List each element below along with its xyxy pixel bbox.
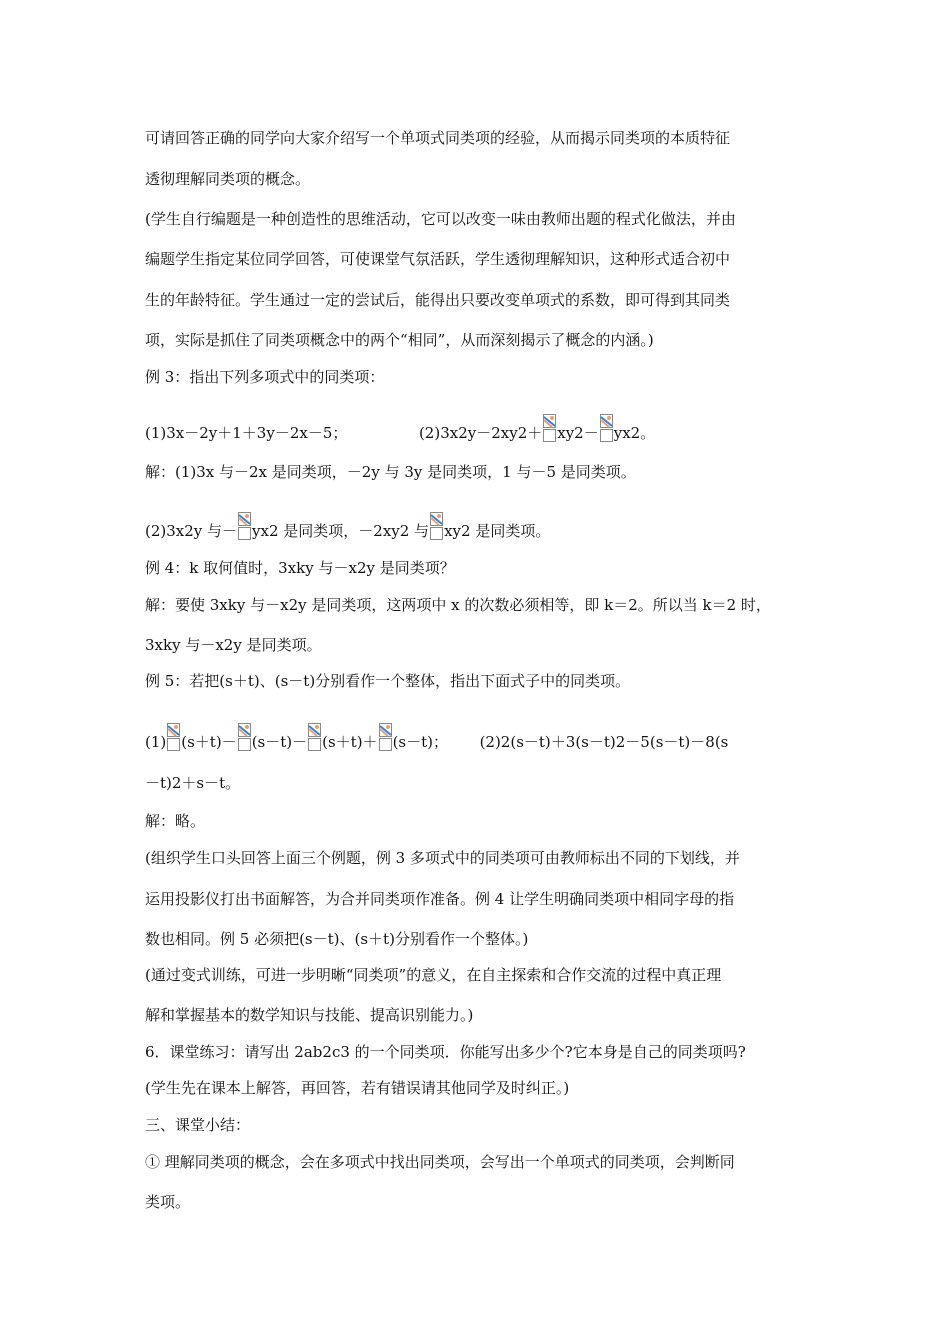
formula-part: (s＋t)－ [181, 733, 237, 751]
formula-part: (s＋t)＋ [322, 733, 378, 751]
example-heading: 例 3：指出下列多项式中的同类项： [145, 368, 385, 386]
paragraph-line: (学生自行编题是一种创造性的思维活动，它可以改变一味由教师出题的程式化做法，并由 [145, 210, 736, 228]
formula-part: yx2 是同类项，－2xy2 与 [252, 522, 430, 540]
fraction-image-icon [379, 723, 392, 751]
formula-part: (2)2(s－t)＋3(s－t)2－5(s－t)－8(s [479, 733, 729, 751]
paragraph-line: 数也相同。例 5 必须把(s－t)、(s＋t)分别看作一个整体。) [145, 930, 529, 948]
fraction-image-icon [600, 414, 613, 442]
paragraph-line: (学生先在课本上解答，再回答，若有错误请其他同学及时纠正。) [145, 1079, 570, 1097]
example-5-formulas [145, 723, 728, 752]
formula-part: yx2。 [613, 424, 656, 442]
paragraph-line: (通过变式训练，可进一步明晰“同类项”的意义，在自主探索和合作交流的过程中真正理 [145, 966, 722, 984]
formula-continuation: －t)2＋s－t。 [145, 774, 241, 792]
example-3-formulas [145, 414, 655, 443]
paragraph-line: 编题学生指定某位同学回答，可使课堂气氛活跃，学生透彻理解知识，这种形式适合初中 [145, 250, 731, 268]
fraction-image-icon [238, 723, 251, 751]
fraction-image-icon [430, 512, 443, 540]
formula-part: (1)3x－2y＋1＋3y－2x－5； [145, 424, 348, 442]
example-heading: 例 5：若把(s＋t)、(s－t)分别看作一个整体，指出下面式子中的同类项。 [145, 672, 631, 690]
formula-part: (s－t)－ [251, 733, 308, 751]
solution-line: 解：略。 [145, 812, 206, 830]
solution-line-2 [145, 512, 550, 541]
solution-line: 解：(1)3x 与－2x 是同类项，－2y 与 3y 是同类项，1 与－5 是同类项。 [145, 463, 636, 481]
paragraph-line: 透彻理解同类项的概念。 [145, 170, 311, 188]
paragraph-line: (组织学生口头回答上面三个例题，例 3 多项式中的同类项可由教师标出不同的下划线，并 [145, 849, 740, 867]
formula-part: (2)3x2y－2xy2＋ [418, 424, 543, 442]
fraction-image-icon [308, 723, 321, 751]
section-heading: 三、课堂小结： [145, 1116, 251, 1134]
formula-part: (s－t)； [392, 733, 448, 751]
paragraph-line: 可请回答正确的同学向大家介绍写一个单项式同类项的经验，从而揭示同类项的本质特征 [145, 129, 731, 147]
fraction-image-icon [543, 414, 556, 442]
paragraph-line: 项，实际是抓住了同类项概念中的两个“相同”，从而深刻揭示了概念的内涵。) [145, 331, 654, 349]
summary-line: 类项。 [145, 1193, 191, 1211]
fraction-image-icon [238, 512, 251, 540]
paragraph-line: 运用投影仪打出书面解答，为合并同类项作准备。例 4 让学生明确同类项中相同字母的指 [145, 890, 735, 908]
solution-line: 3xky 与－x2y 是同类项。 [145, 636, 322, 654]
formula-part: (2)3x2y 与－ [145, 522, 238, 540]
formula-part: xy2 是同类项。 [444, 522, 551, 540]
solution-line: 解：要使 3xky 与－x2y 是同类项，这两项中 x 的次数必须相等，即 k＝2。所以当 k＝2 时， [145, 596, 771, 614]
paragraph-line: 解和掌握基本的数学知识与技能、提高识别能力。) [145, 1006, 474, 1024]
summary-line: ① 理解同类项的概念，会在多项式中找出同类项，会写出一个单项式的同类项，会判断同 [145, 1153, 735, 1171]
formula-part: xy2－ [557, 424, 599, 442]
exercise-line: 6．课堂练习：请写出 2ab2c3 的一个同类项．你能写出多少个?它本身是自己的同类项吗? [145, 1043, 746, 1061]
fraction-image-icon [167, 723, 180, 751]
example-heading: 例 4：k 取何值时，3xky 与－x2y 是同类项？ [145, 559, 455, 577]
formula-part: (1) [145, 733, 167, 751]
paragraph-line: 生的年龄特征。学生通过一定的尝试后，能得出只要改变单项式的系数，即可得到其同类 [145, 291, 731, 309]
